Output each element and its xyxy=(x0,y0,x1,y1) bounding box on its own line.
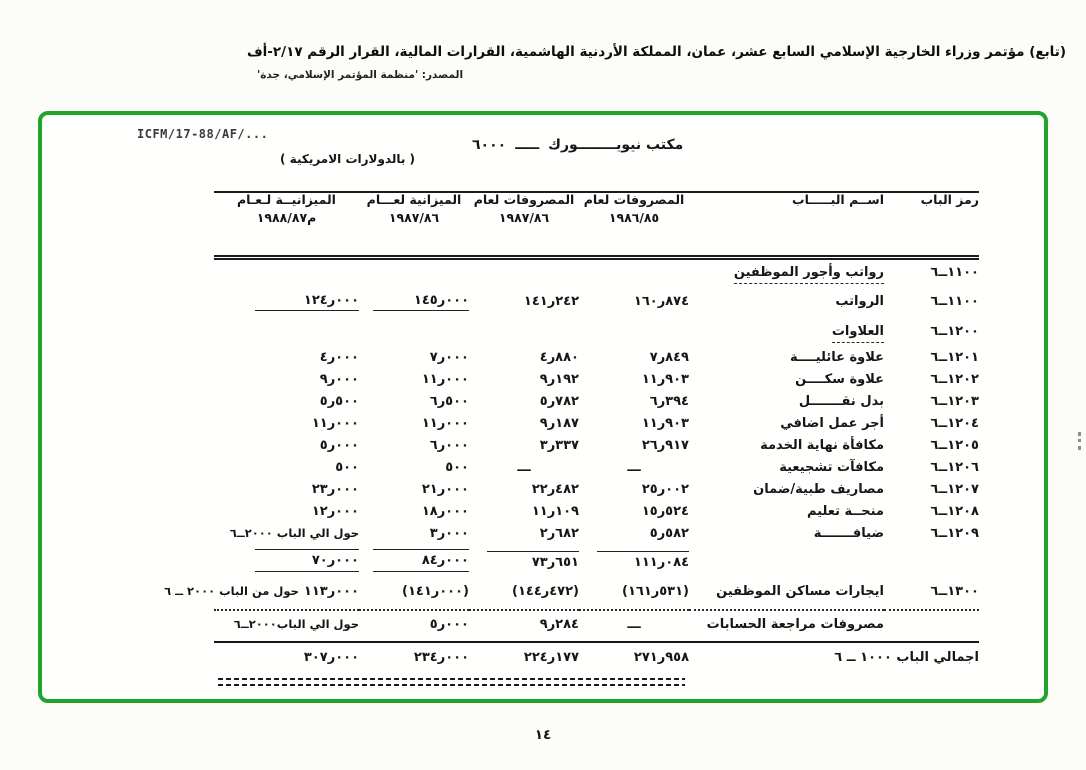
chapter-code: ١٢٠٣ــ٦ xyxy=(930,394,979,410)
source-line: المصدر: 'منظمة المؤتمر الإسلامي، جدة' xyxy=(257,69,464,81)
row-incentive-bonuses xyxy=(214,458,979,480)
grand-total-label: اجمالي الباب ١٠٠٠ ــ ٦ xyxy=(834,649,979,665)
cell-budget-8788 xyxy=(214,436,359,458)
chapter-name: منحــة تعليم xyxy=(806,504,884,520)
transfer-note: حول الي الباب٢٠٠٠ــ٦ xyxy=(233,617,359,632)
total-amount: ٢٣٤ر٠٠٠ xyxy=(413,649,469,665)
cell-budget-8788 xyxy=(214,610,359,642)
cell-expenses-8687 xyxy=(469,610,579,642)
col-header-budget-8687 xyxy=(359,192,469,258)
double-dashed-rule xyxy=(218,677,685,686)
total-amount: ٢٧١ر٩٥٨ xyxy=(633,649,689,665)
cell-empty xyxy=(579,318,689,348)
cell-name xyxy=(689,318,884,348)
cell-budget-8687 xyxy=(359,414,469,436)
amount: ٥ر٥٠٠ xyxy=(319,394,359,410)
dash-placeholder: ـــ xyxy=(627,460,641,476)
amount: ٦ر٣٩٤ xyxy=(649,394,689,410)
cell-code xyxy=(884,348,979,370)
cell-expenses-8687 xyxy=(469,392,579,414)
amount: ١٥ر٥٢٤ xyxy=(641,504,689,520)
cell-expenses-8586 xyxy=(579,610,689,642)
cell-budget-8788 xyxy=(214,370,359,392)
cell-expenses-8586 xyxy=(579,524,689,546)
amount: ٩ر٠٠٠ xyxy=(319,372,359,388)
row-housing-allowance xyxy=(214,370,979,392)
amount: ٢٥ر٠٠٢ xyxy=(641,482,689,498)
col-header-code: رمز الباب xyxy=(920,192,979,207)
chapter-name: بدل نقـــــــل xyxy=(798,394,884,410)
cell-budget-8788 xyxy=(214,502,359,524)
cell-budget-8687 xyxy=(359,288,469,318)
cell-expenses-8586 xyxy=(579,436,689,458)
amount: ٥٠٠ xyxy=(445,460,469,476)
col-header-label: المصروفات لعام xyxy=(583,192,685,207)
chapter-code: ١٣٠٠ــ٦ xyxy=(930,583,979,599)
cell-name xyxy=(689,258,884,288)
cell-code xyxy=(884,576,979,610)
amount: ٤ر٠٠٠ xyxy=(319,350,359,366)
highlight-box xyxy=(38,111,1048,703)
amount: ١٤١ر٢٤٢ xyxy=(523,294,579,310)
cell-name xyxy=(689,436,884,458)
chapter-name: علاوة سكــــن xyxy=(795,372,884,388)
amount: (١٤٤ر٤٧٢) xyxy=(512,583,579,599)
col-header-budget-8788 xyxy=(214,192,359,258)
cell-expenses-8687 xyxy=(469,642,579,674)
cell-expenses-8586 xyxy=(579,458,689,480)
amount: ٩ر١٩٢ xyxy=(539,372,579,388)
cell-budget-8687 xyxy=(359,502,469,524)
cell-expenses-8586 xyxy=(579,288,689,318)
cell-code xyxy=(884,318,979,348)
document-title: (تابع) مؤتمر وزراء الخارجية الإسلامي السابع عشر، عمان، المملكة الأردنية الهاشمية، القرارات المالية، القرار الرقم ٢/١٧-أف xyxy=(246,44,1066,60)
cell-name xyxy=(689,392,884,414)
cell-code xyxy=(884,480,979,502)
cell-empty xyxy=(579,258,689,288)
cell-budget-8788 xyxy=(214,546,359,576)
cell-empty xyxy=(214,318,359,348)
col-header-label: المصروفات لعام xyxy=(473,192,575,207)
cell-expenses-8586 xyxy=(579,392,689,414)
amount: ٥ر٠٠٠ xyxy=(429,617,469,633)
col-header-label: الميزانيــة لـعـام xyxy=(237,192,336,207)
row-closing-rule xyxy=(214,674,979,688)
chapter-code: ١٢٠٧ــ٦ xyxy=(930,482,979,498)
cell-budget-8687 xyxy=(359,576,469,610)
reference-code: ICFM/17-88/AF/... xyxy=(137,127,269,141)
amount: ٥ر٠٠٠ xyxy=(319,438,359,454)
chapter-code: ١٢٠٠ــ٦ xyxy=(930,324,979,340)
cell-expenses-8586 xyxy=(579,370,689,392)
cell-budget-8788 xyxy=(214,642,359,674)
amount: ١٤٥ر٠٠٠ xyxy=(373,294,469,312)
amount: (١٤١ر٠٠٠) xyxy=(402,583,469,599)
chapter-code: ١١٠٠ــ٦ xyxy=(930,294,979,310)
cell-empty xyxy=(469,318,579,348)
amount: ٢٦ر٩١٧ xyxy=(641,438,689,454)
chapter-name: العلاوات xyxy=(832,324,884,343)
cell-budget-8687 xyxy=(359,436,469,458)
cell-expenses-8586 xyxy=(579,546,689,576)
amount: ١١ر٩٠٣ xyxy=(641,372,689,388)
cell-budget-8788 xyxy=(214,288,359,318)
office-number: ٦٠٠٠ xyxy=(472,137,507,153)
chapter-name: رواتب وأجور الموظفين xyxy=(734,265,884,284)
row-family-allowance xyxy=(214,348,979,370)
cell-budget-8687 xyxy=(359,524,469,546)
cell-empty xyxy=(884,546,979,576)
chapter-code: ١٢٠١ــ٦ xyxy=(930,350,979,366)
office-dash: ـــــ xyxy=(515,137,540,153)
cell-expenses-8687 xyxy=(469,576,579,610)
transfer-note: حول من الباب ٢٠٠٠ ــ ٦ xyxy=(164,583,299,598)
cell-expenses-8687 xyxy=(469,348,579,370)
cell-expenses-8586 xyxy=(579,502,689,524)
cell-name xyxy=(689,576,884,610)
row-overtime xyxy=(214,414,979,436)
cell-expenses-8687 xyxy=(469,288,579,318)
row-medical-insurance xyxy=(214,480,979,502)
cell-name xyxy=(689,348,884,370)
chapter-code: ١٢٠٢ــ٦ xyxy=(930,372,979,388)
cell-budget-8687 xyxy=(359,610,469,642)
subtotal-amount: ٧٣ر٦٥١ xyxy=(487,551,579,571)
cell-expenses-8687 xyxy=(469,480,579,502)
cell-expenses-8687 xyxy=(469,414,579,436)
subtotal-amount: ١١١ر٠٨٤ xyxy=(597,551,689,571)
row-staff-housing-rents xyxy=(214,576,979,610)
amount: ٩ر٢٨٤ xyxy=(539,617,579,633)
cell-code xyxy=(884,288,979,318)
amount: ٢ر٦٨٢ xyxy=(539,526,579,542)
amount: ٥٠٠ xyxy=(335,460,359,476)
col-header-year: ١٩٨٧/٨٦ xyxy=(388,210,440,226)
cell-budget-8788 xyxy=(214,480,359,502)
cell-code xyxy=(884,392,979,414)
chapter-name: ايجارات مساكن الموظفين xyxy=(716,583,884,599)
col-header-year: ١٩٨٧/٨٦ xyxy=(498,210,550,226)
cell-budget-8788 xyxy=(214,524,359,546)
cell-expenses-8687 xyxy=(469,546,579,576)
row-salaries xyxy=(214,288,979,318)
amount: ١٢ر٠٠٠ xyxy=(311,504,359,520)
cell-empty xyxy=(884,610,979,642)
budget-table-wrap xyxy=(164,191,979,688)
cell-budget-8687 xyxy=(359,392,469,414)
cell-budget-8788 xyxy=(214,414,359,436)
row-education-grant xyxy=(214,502,979,524)
chapter-name: أجر عمل اضافي xyxy=(780,416,884,432)
cell-budget-8788 xyxy=(214,392,359,414)
cell-code xyxy=(884,414,979,436)
amount: (١٦١ر٥٣١) xyxy=(622,583,689,599)
amount: ١١ر٠٠٠ xyxy=(421,372,469,388)
amount: ١١٣ر٠٠٠ xyxy=(303,583,359,599)
amount: ٣ر٠٠٠ xyxy=(429,526,469,542)
cell-budget-8788 xyxy=(164,576,359,610)
cell-name xyxy=(689,414,884,436)
cell-code xyxy=(884,370,979,392)
cell-name xyxy=(689,458,884,480)
amount: ١١ر٠٠٠ xyxy=(421,416,469,432)
total-amount: ٢٢٤ر١٧٧ xyxy=(523,649,579,665)
cell-empty xyxy=(689,674,979,688)
cell-name xyxy=(689,370,884,392)
cell-empty xyxy=(214,258,359,288)
amount: ١٢٤ر٠٠٠ xyxy=(255,294,359,312)
cell-expenses-8586 xyxy=(579,414,689,436)
cell-budget-8687 xyxy=(359,370,469,392)
cell-grand-total-label xyxy=(689,642,979,674)
amount: ٥ر٥٨٢ xyxy=(649,526,689,542)
chapter-name: مصاريف طبية/ضمان xyxy=(753,482,884,498)
chapter-name: ضيافـــــــة xyxy=(813,526,884,542)
amount: ٦ر٠٠٠ xyxy=(429,438,469,454)
amount: ٧ر٠٠٠ xyxy=(429,350,469,366)
amount: ١١ر١٠٩ xyxy=(531,504,579,520)
amount: ١٨ر٠٠٠ xyxy=(421,504,469,520)
dash-placeholder: ـــ xyxy=(517,460,531,476)
office-heading xyxy=(472,137,683,153)
chapter-name: علاوة عائليــــة xyxy=(790,350,884,366)
currency-note: ( بالدولارات الامريكية ) xyxy=(280,152,416,166)
cell-budget-8687 xyxy=(359,480,469,502)
col-header-expenses-8586 xyxy=(579,192,689,258)
chapter-code: ١١٠٠ــ٦ xyxy=(930,265,979,281)
chapter-code: ١٢٠٤ــ٦ xyxy=(930,416,979,432)
chapter-name: مكافأة نهاية الخدمة xyxy=(760,438,884,454)
page-number: ١٤ xyxy=(534,727,552,743)
chapter-name: الرواتب xyxy=(835,294,884,310)
cell-empty xyxy=(469,258,579,288)
cell-expenses-8687 xyxy=(469,436,579,458)
cell-name xyxy=(689,480,884,502)
cell-expenses-8586 xyxy=(579,576,689,610)
transfer-note: حول الي الباب ٢٠٠٠ــ٦ xyxy=(229,526,359,541)
chapter-code: ١٢٠٨ــ٦ xyxy=(930,504,979,520)
cell-name xyxy=(689,610,884,642)
dash-placeholder: ـــ xyxy=(627,617,641,633)
cell-budget-8788 xyxy=(214,458,359,480)
amount: ٦ر٥٠٠ xyxy=(429,394,469,410)
cell-budget-8687 xyxy=(359,458,469,480)
chapter-name: مكافآت تشجيعية xyxy=(779,460,884,476)
cell-budget-8687 xyxy=(359,348,469,370)
cell-budget-8687 xyxy=(359,642,469,674)
cell-expenses-8586 xyxy=(579,348,689,370)
amount: ٩ر١٨٧ xyxy=(539,416,579,432)
cell-code xyxy=(884,524,979,546)
col-header-name: اســم البـــــاب xyxy=(792,192,884,207)
amount: ٥ر٧٨٢ xyxy=(539,394,579,410)
cell-expenses-8687 xyxy=(469,502,579,524)
amount: ٢٣ر٠٠٠ xyxy=(311,482,359,498)
row-allowances-total xyxy=(214,546,979,576)
amount: ١١ر٠٠٠ xyxy=(311,416,359,432)
cell-empty xyxy=(689,546,884,576)
col-header-expenses-8687 xyxy=(469,192,579,258)
cell-name xyxy=(689,524,884,546)
chapter-code: ١٢٠٦ــ٦ xyxy=(930,460,979,476)
amount: ٢٢ر٤٨٢ xyxy=(531,482,579,498)
amount: ١١ر٩٠٣ xyxy=(641,416,689,432)
row-grand-total xyxy=(214,642,979,674)
col-header-year: ١٩٨٨/٨٧م xyxy=(256,210,317,226)
amount: ٣ر٣٣٧ xyxy=(539,438,579,454)
budget-table xyxy=(164,191,979,688)
cell-name xyxy=(689,288,884,318)
row-audit-expenses xyxy=(214,610,979,642)
amount: ١٦٠ر٨٧٤ xyxy=(633,294,689,310)
cell-code xyxy=(884,458,979,480)
cell-expenses-8586 xyxy=(579,480,689,502)
cell-rule xyxy=(214,674,689,688)
col-header-year: ١٩٨٦/٨٥ xyxy=(608,210,660,226)
chapter-code: ١٢٠٩ــ٦ xyxy=(930,526,979,542)
amount: ٤ر٨٨٠ xyxy=(539,350,579,366)
subtotal-amount: ٧٠ر٠٠٠ xyxy=(255,549,359,572)
row-hospitality xyxy=(214,524,979,546)
col-header-label: الميزانية لعـــام xyxy=(366,192,462,207)
row-section-allowances xyxy=(214,318,979,348)
cell-code xyxy=(884,436,979,458)
cell-budget-8788 xyxy=(214,348,359,370)
cell-expenses-8687 xyxy=(469,458,579,480)
scan-artifact xyxy=(1078,432,1081,450)
cell-code xyxy=(884,258,979,288)
chapter-code: ١٢٠٥ــ٦ xyxy=(930,438,979,454)
amount: ٧ر٨٤٩ xyxy=(649,350,689,366)
table-header-row xyxy=(214,192,979,258)
cell-budget-8687 xyxy=(359,546,469,576)
row-end-of-service xyxy=(214,436,979,458)
row-transport-allowance xyxy=(214,392,979,414)
amount: ٢١ر٠٠٠ xyxy=(421,482,469,498)
row-section-salaries xyxy=(214,258,979,288)
total-amount: ٣٠٧ر٠٠٠ xyxy=(303,649,359,665)
chapter-name: مصروفات مراجعة الحسابات xyxy=(706,617,884,633)
cell-expenses-8586 xyxy=(579,642,689,674)
cell-empty xyxy=(359,318,469,348)
cell-empty xyxy=(359,258,469,288)
cell-name xyxy=(689,502,884,524)
cell-expenses-8687 xyxy=(469,524,579,546)
cell-code xyxy=(884,502,979,524)
subtotal-amount: ٨٤ر٠٠٠ xyxy=(373,549,469,572)
office-name: مكتب نيويــــــــورك xyxy=(548,137,684,153)
cell-expenses-8687 xyxy=(469,370,579,392)
